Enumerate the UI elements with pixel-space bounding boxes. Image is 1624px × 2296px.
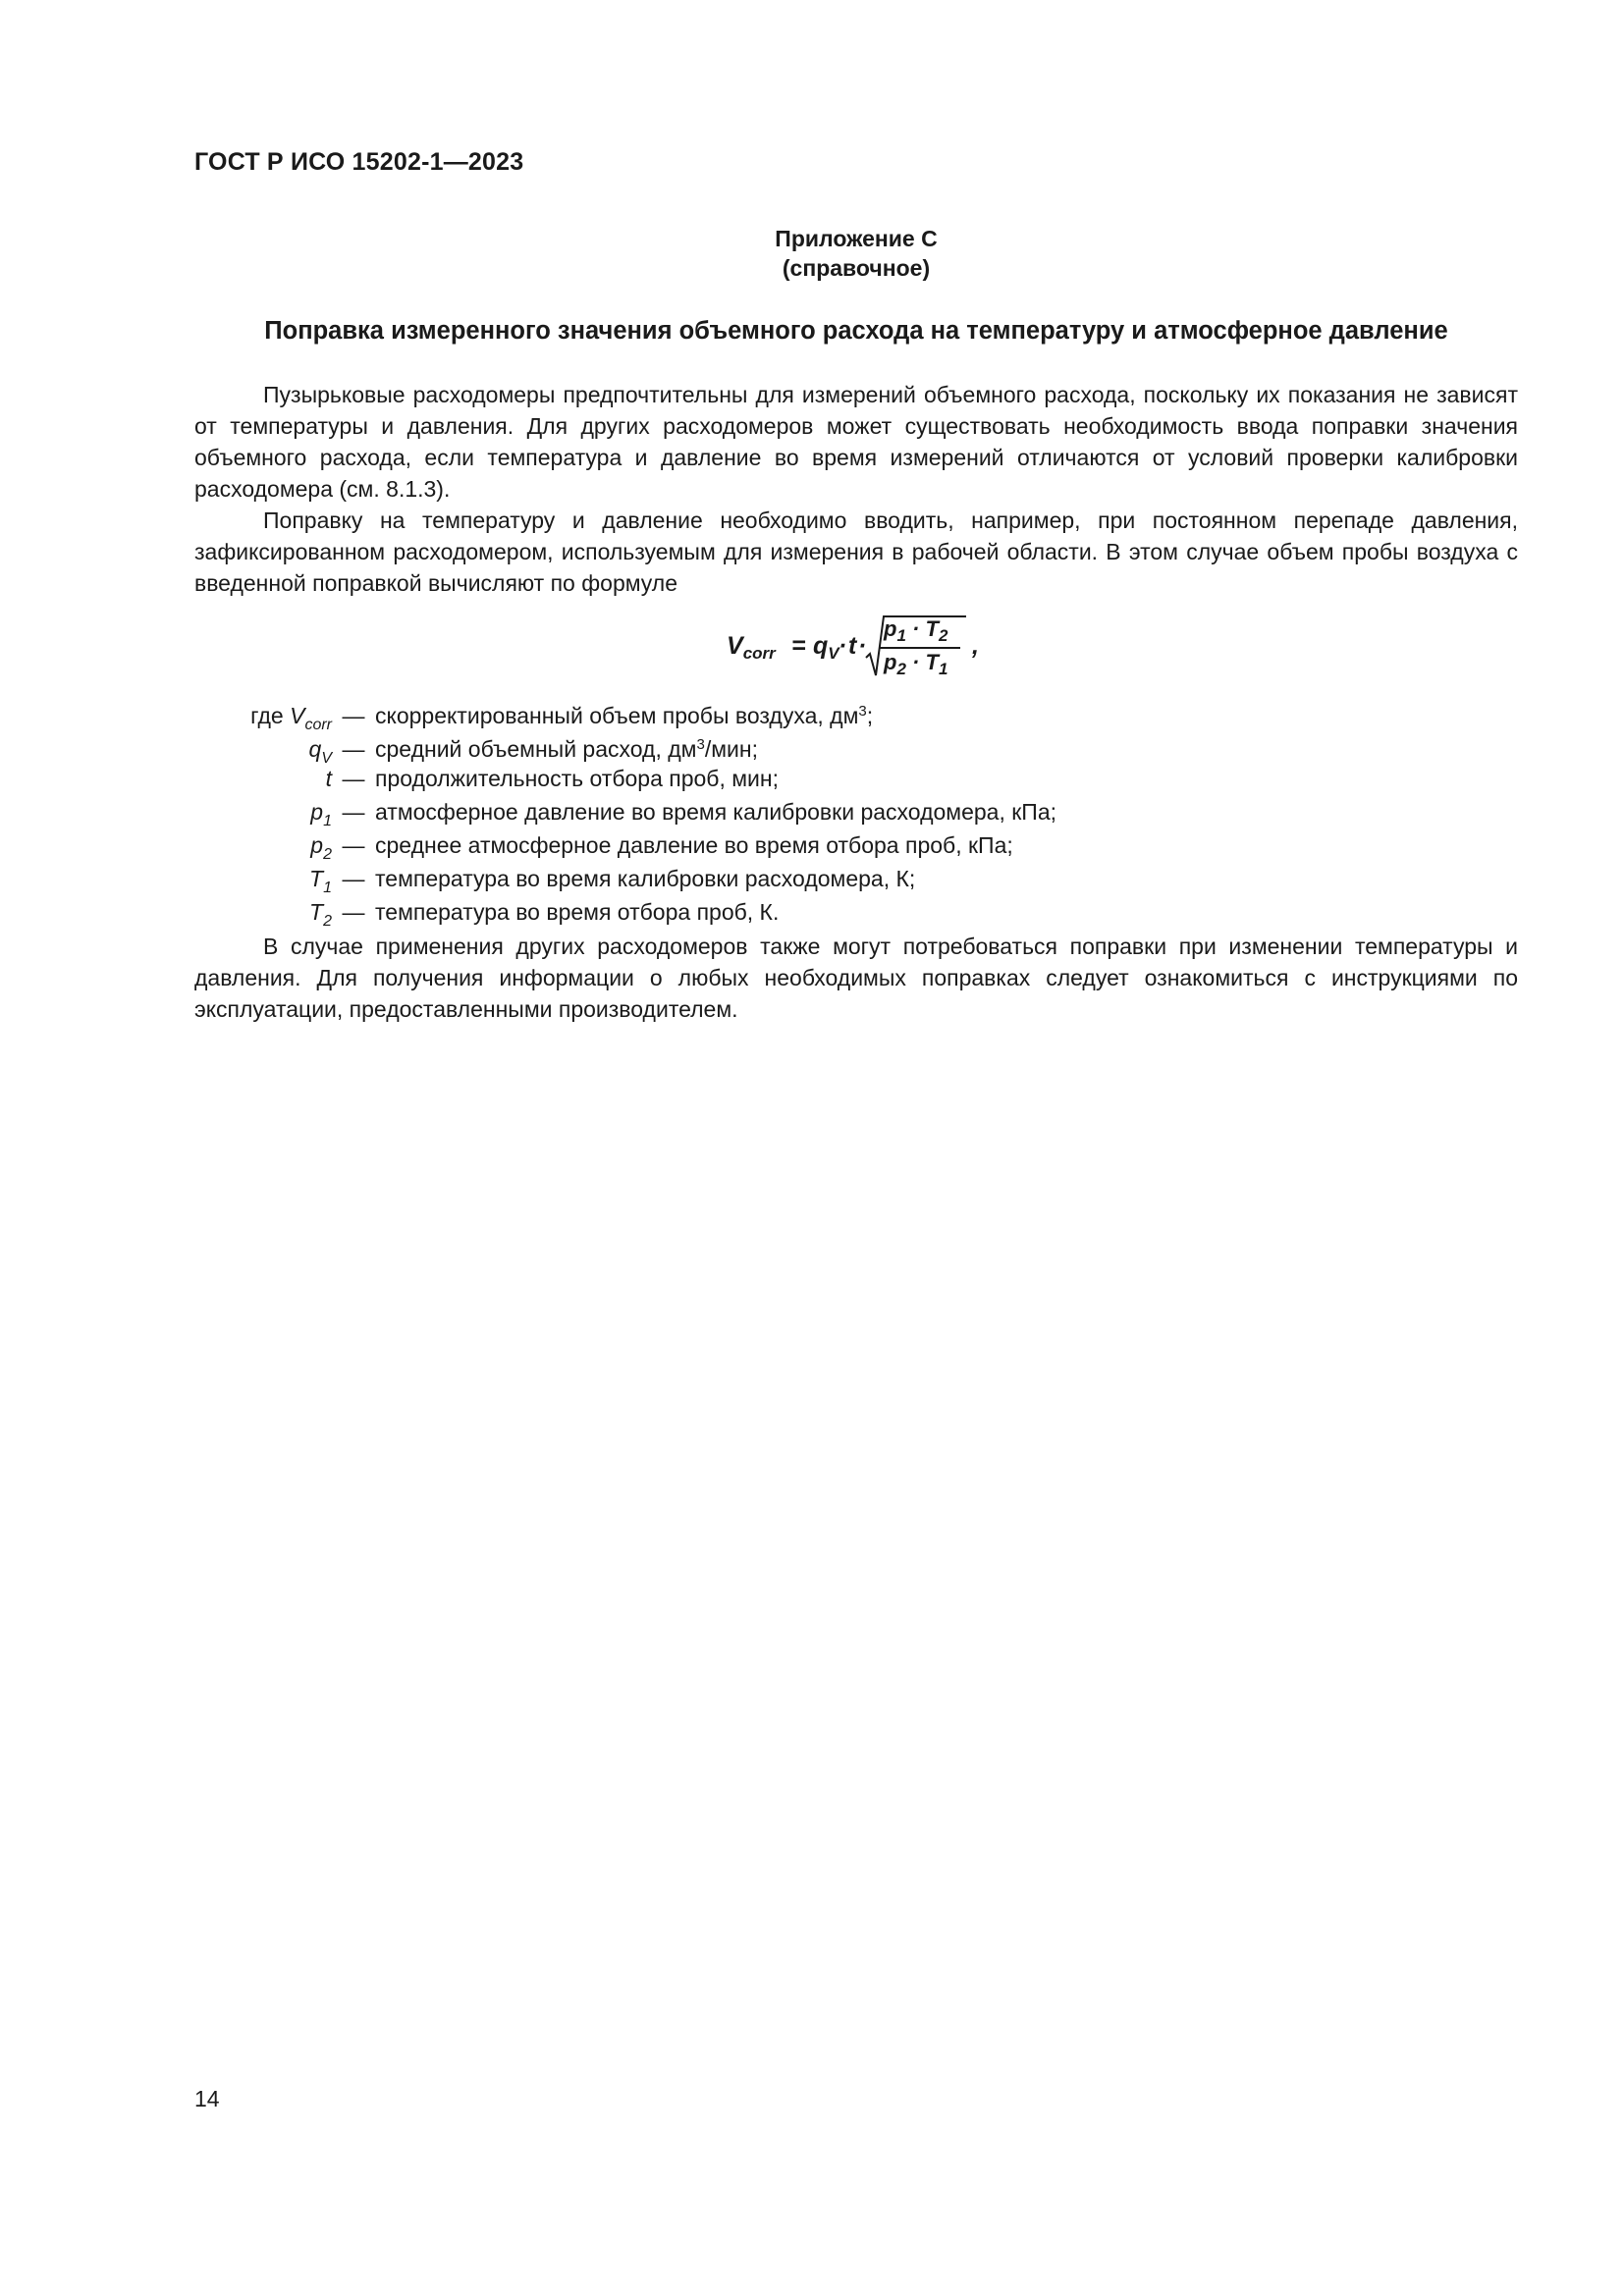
variable-symbol: $p_2$ (310, 832, 332, 863)
variable-description: продолжительность отбора проб, мин; (375, 766, 780, 791)
page-number: 14 (194, 2086, 220, 2111)
dash: — (342, 832, 365, 858)
paragraph: Поправку на температуру и давление необходимо вводить, например, при постоянном перепаде давления, зафиксированном расходомером, используемым для измерения в рабочей области. В этом случае объем пробы воздуха с введенной поправкой вычисляют по формуле (194, 507, 1518, 596)
variable-description: средний объемный расход, $дм^3$/мин; (375, 736, 758, 762)
list-item (194, 828, 1518, 862)
list-item (194, 795, 1518, 828)
list-item (194, 895, 1518, 929)
paragraph: В случае применения других расходомеров также могут потребоваться поправки при изменении температуры и давления. Для получения информации о любых необходимых поправках следует ознакомиться с инструкциями по эксплуатации, предоставленными производителем. (194, 934, 1518, 1022)
annex-type: (справочное) (782, 255, 931, 281)
formula-equals: = (791, 632, 806, 660)
formula-dot: · (858, 632, 867, 660)
list-item (194, 695, 1518, 733)
dash: — (342, 799, 365, 825)
variable-legend (194, 695, 1518, 929)
list-item (194, 862, 1518, 895)
formula-dot: · (839, 632, 847, 660)
dash: — (342, 766, 365, 791)
intro-text (194, 379, 1518, 599)
formula-lhs: $V_{corr}$ (727, 632, 776, 663)
list-item (194, 762, 1518, 795)
variable-description: температура во время калибровки расходомера, К; (375, 866, 916, 891)
section-title: Поправка измеренного значения объемного расхода на температуру и атмосферное давление (264, 317, 1448, 345)
variable-description: температура во время отбора проб, К. (375, 899, 780, 925)
annex-name: Приложение С (775, 226, 938, 251)
variable-symbol: где $V_{corr}$ (250, 703, 332, 733)
list-item (194, 728, 1518, 767)
formula-comma: , (972, 632, 979, 660)
formula-denominator: $p_2 \cdot T_1$ (884, 650, 948, 678)
formula-flow: $q_V$ (813, 632, 839, 663)
fraction-bar (880, 647, 960, 649)
document-header-id: ГОСТ Р ИСО 15202-1—2023 (194, 148, 524, 176)
variable-symbol: $p_1$ (310, 799, 332, 829)
dash: — (342, 703, 365, 728)
variable-symbol: t (325, 766, 332, 791)
variable-symbol: $q_V$ (308, 736, 332, 767)
dash: — (342, 736, 365, 762)
variable-symbol: $T_2$ (309, 899, 332, 930)
outro-text (194, 931, 1518, 1025)
variable-symbol: $T_1$ (309, 866, 332, 896)
variable-description: среднее атмосферное давление во время отбора проб, кПа; (375, 832, 1013, 858)
formula-numerator: $p_1 \cdot T_2$ (884, 616, 948, 645)
paragraph: Пузырьковые расходомеры предпочтительны для измерений объемного расхода, поскольку их показания не зависят от температуры и давления. Для других расходомеров может существовать необходимость ввода поправки значения объемного расхода, если температура и давление во время измерений отличаются от условий проверки калибровки расходомера (см. 8.1.3). (194, 382, 1518, 502)
variable-description: скорректированный объем пробы воздуха, $дм^3$; (375, 703, 874, 728)
dash: — (342, 866, 365, 891)
annex-heading (194, 224, 1518, 283)
variable-description: атмосферное давление во время калибровки расходомера, кПа; (375, 799, 1057, 825)
dash: — (342, 899, 365, 925)
formula-time: t (848, 632, 857, 660)
